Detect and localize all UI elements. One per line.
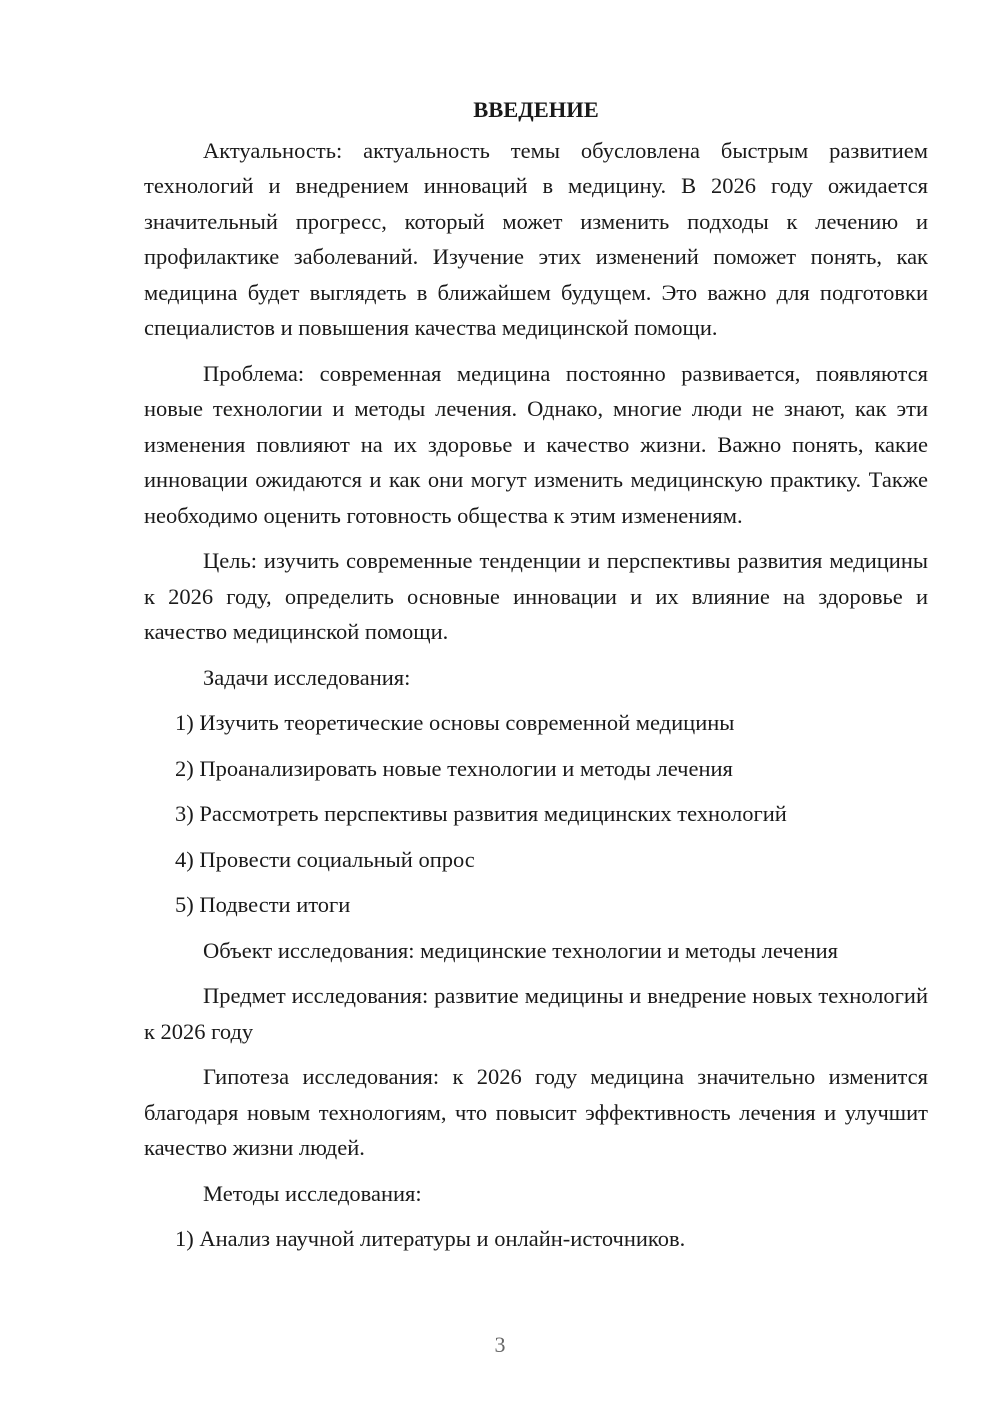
list-item-task-3: 3) Рассмотреть перспективы развития медицинских технологий — [175, 801, 787, 826]
list-item-task-2: 2) Проанализировать новые технологии и методы лечения — [175, 755, 733, 781]
paragraph-problem: Проблема: современная медицина постоянно развивается, появляются новые технологии и методы лечения. Однако, многие люди не знают, как эти изменения повлияют на их здоровье и качество жизни. Важно понять, какие инновации ожидаются и как они могут изменить медицинскую практику. Также необходимо оценить готовность общества к этим изменениям. — [144, 360, 928, 528]
page-number: 3 — [494, 1332, 506, 1357]
tasks-label: Задачи исследования: — [203, 664, 411, 690]
paragraph-subject: Предмет исследования: развитие медицины и внедрение новых технологий к 2026 году — [144, 983, 928, 1044]
paragraph-object: Объект исследования: медицинские технологии и методы лечения — [203, 937, 838, 963]
list-item-task-5: 5) Подвести итоги — [175, 892, 351, 917]
paragraph-relevance: Актуальность: актуальность темы обусловлена быстрым развитием технологий и внедрением инноваций в медицину. В 2026 году ожидается значительный прогресс, который может изменить подходы к лечению и профилактике заболеваний. Изучение этих изменений поможет понять, как медицина будет выглядеть в ближайшем будущем. Это важно для подготовки специалистов и повышения качества медицинской помощи. — [144, 137, 928, 340]
methods-label: Методы исследования: — [203, 1180, 422, 1206]
list-item-task-4: 4) Провести социальный опрос — [175, 846, 475, 872]
page-content — [144, 92, 928, 1267]
list-item-method-1: 1) Анализ научной литературы и онлайн-источников. — [175, 1226, 686, 1251]
paragraph-hypothesis: Гипотеза исследования: к 2026 году медицина значительно изменится благодаря новым технологиям, что повысит эффективность лечения и улучшит качество жизни людей. — [144, 1064, 928, 1160]
paragraph-goal: Цель: изучить современные тенденции и перспективы развития медицины к 2026 году, определить основные инновации и их влияние на здоровье и качество медицинской помощи. — [144, 548, 928, 644]
list-item-task-1: 1) Изучить теоретические основы современной медицины — [175, 710, 735, 735]
section-title: ВВЕДЕНИЕ — [473, 97, 599, 122]
